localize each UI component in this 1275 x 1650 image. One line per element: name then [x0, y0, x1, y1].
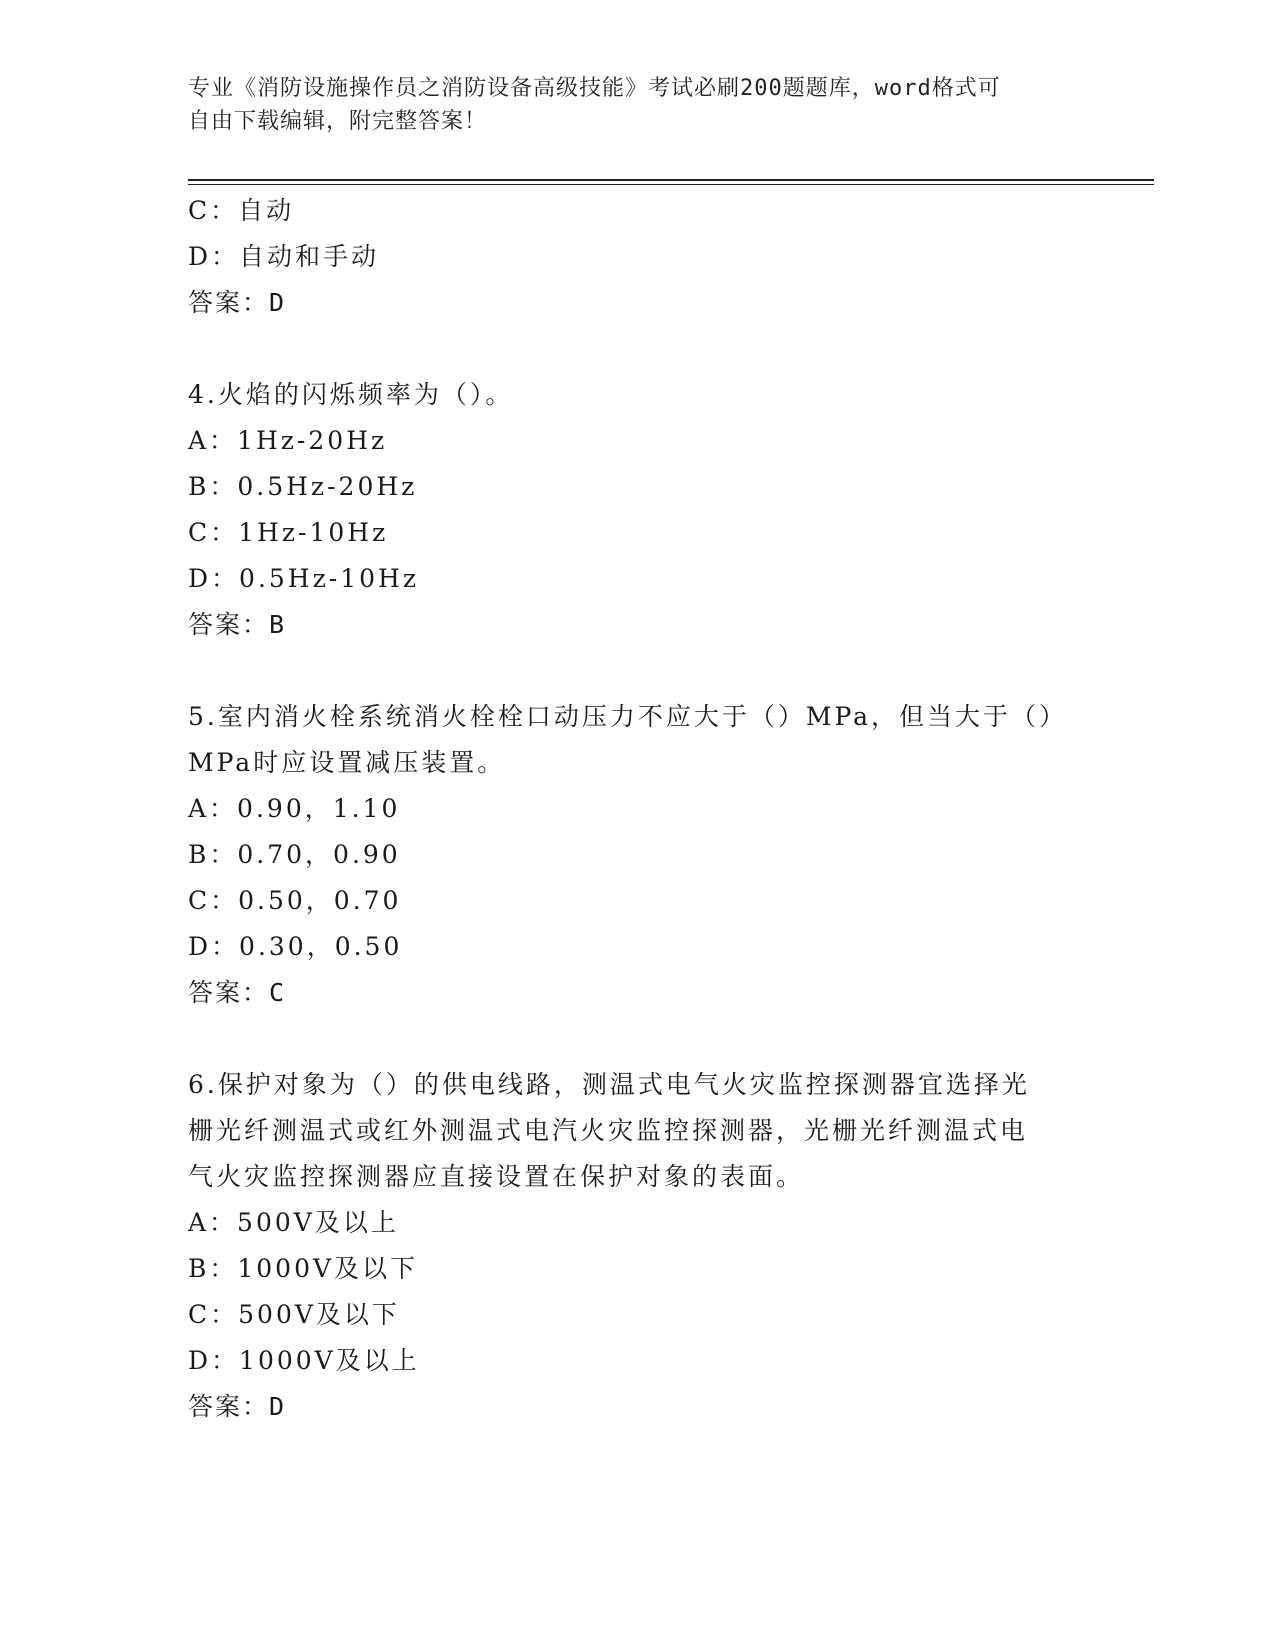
option-d: D：自动和手动: [188, 242, 380, 271]
spacer: [188, 1016, 1068, 1062]
question-list: [188, 188, 1068, 1430]
option-a: A：500V及以上: [188, 1208, 399, 1237]
spacer: [188, 326, 1068, 372]
question-4: [188, 372, 1068, 648]
question-6: [188, 1062, 1068, 1430]
question-3-tail: [188, 188, 1068, 326]
option-c: C：0.50，0.70: [188, 886, 402, 915]
question-stem: 4.火焰的闪烁频率为（）。: [188, 380, 514, 409]
answer-label: 答案：C: [188, 978, 287, 1007]
answer-label: 答案：D: [188, 288, 287, 317]
document-header: [188, 72, 1068, 138]
header-title-line-2: 自由下载编辑，附完整答案！: [188, 109, 488, 134]
option-c: C：1Hz-10Hz: [188, 518, 389, 547]
option-d: D：0.5Hz-10Hz: [188, 564, 420, 593]
option-d: D：0.30，0.50: [188, 932, 403, 961]
question-stem-line-1: 5.室内消火栓系统消火栓栓口动压力不应大于（）MPa，但当大于（）: [188, 702, 1068, 731]
option-a: A：0.90，1.10: [188, 794, 401, 823]
question-5: [188, 694, 1068, 1016]
option-c: C：自动: [188, 196, 295, 225]
option-b: B：1000V及以下: [188, 1254, 419, 1283]
spacer: [188, 648, 1068, 694]
option-d: D：1000V及以上: [188, 1346, 420, 1375]
header-divider-thin: [188, 184, 1154, 185]
option-b: B：0.5Hz-20Hz: [188, 472, 418, 501]
option-b: B：0.70，0.90: [188, 840, 401, 869]
question-stem-line-1: 6.保护对象为（）的供电线路，测温式电气火灾监控探测器宜选择光: [188, 1070, 1030, 1099]
answer-label: 答案：B: [188, 610, 287, 639]
answer-label: 答案：D: [188, 1392, 287, 1421]
question-stem-line-2: MPa时应设置减压装置。: [188, 748, 506, 777]
header-title-line-1: 专业《消防设施操作员之消防设备高级技能》考试必刷200题题库，word格式可: [188, 76, 1001, 101]
option-a: A：1Hz-20Hz: [188, 426, 388, 455]
header-divider-thick: [188, 179, 1154, 181]
question-stem-line-2: 栅光纤测温式或红外测温式电汽火灾监控探测器，光栅光纤测温式电: [188, 1116, 1029, 1145]
option-c: C：500V及以下: [188, 1300, 400, 1329]
question-stem-line-3: 气火灾监控探测器应直接设置在保护对象的表面。: [188, 1162, 805, 1191]
